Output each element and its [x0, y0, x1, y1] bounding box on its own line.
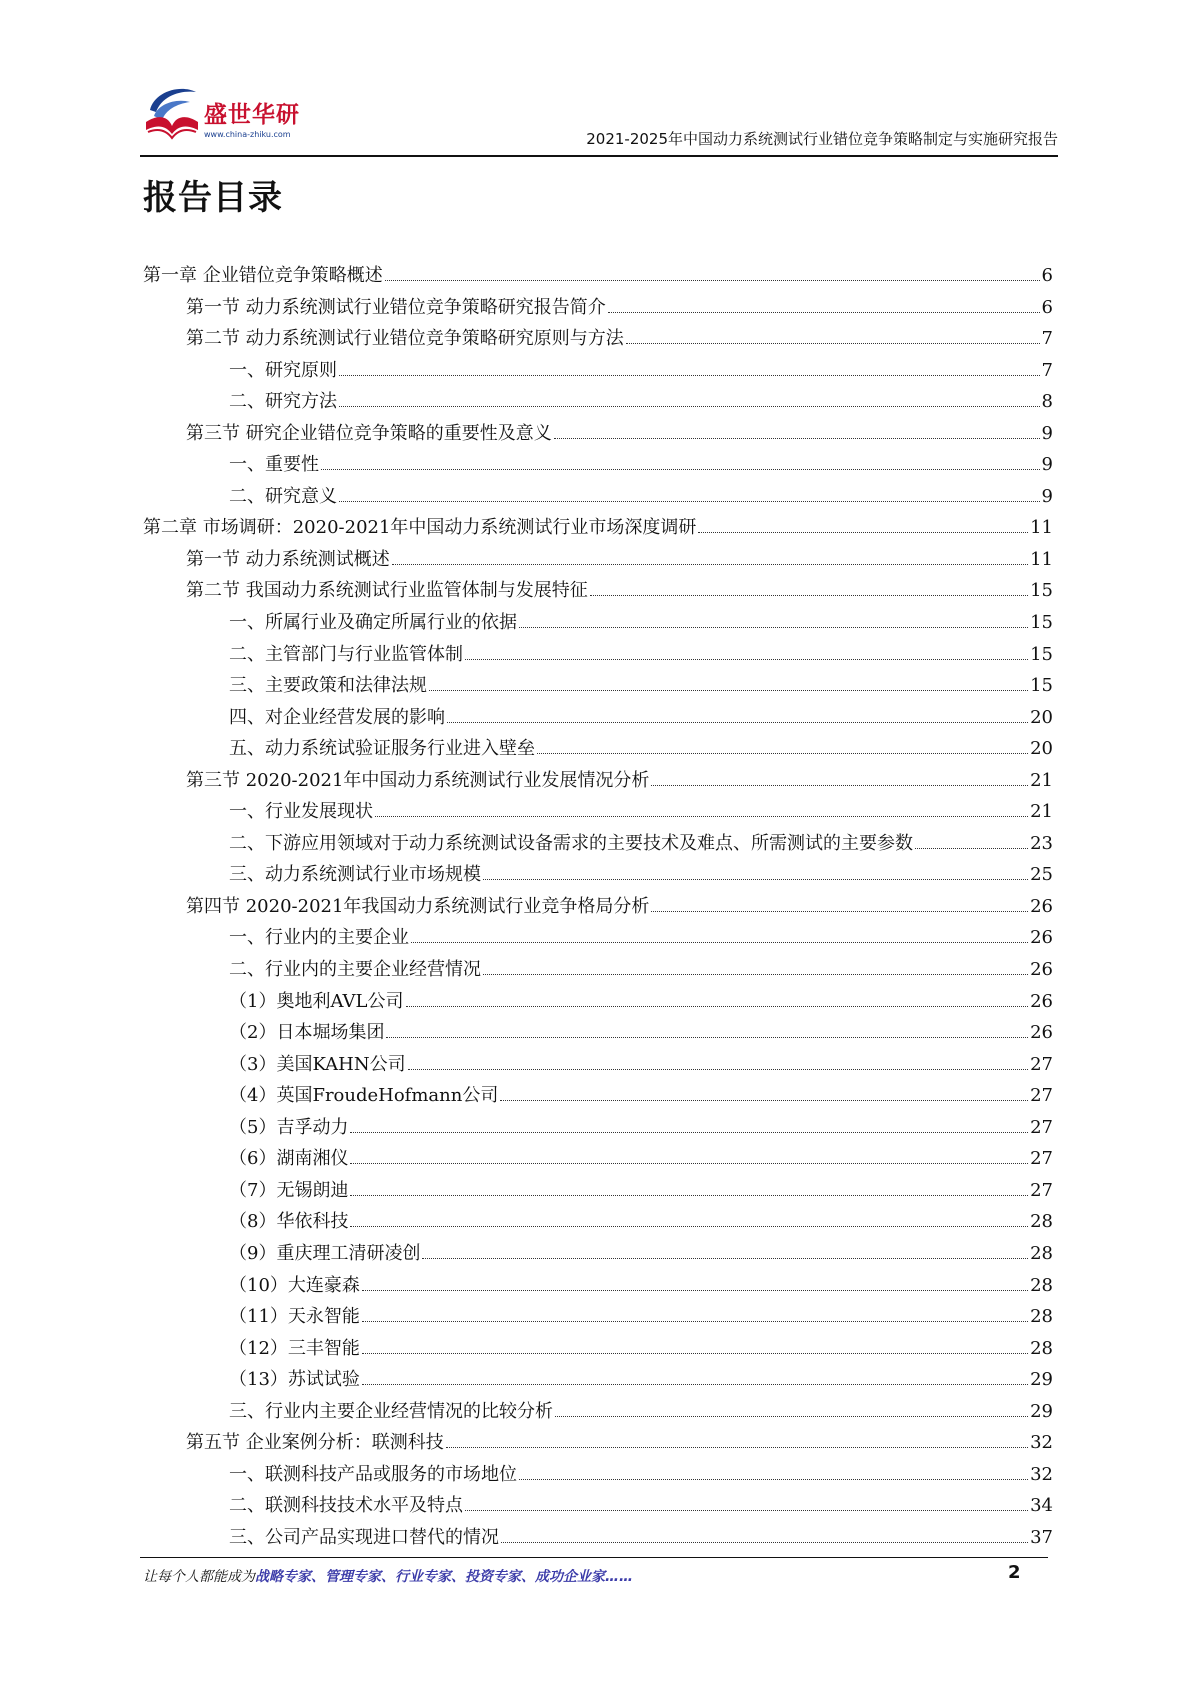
- toc-dot-leader: [362, 1384, 1028, 1385]
- toc-entry-title: （4）英国FroudeHofmann公司: [229, 1085, 499, 1107]
- toc-entry[interactable]: [143, 860, 1053, 892]
- toc-entry-title: （2）日本堀场集团: [229, 1022, 385, 1044]
- toc-entry-title: 二、研究方法: [229, 391, 337, 413]
- toc-entry-page: 28: [1030, 1274, 1053, 1296]
- toc-entry[interactable]: [143, 1144, 1053, 1176]
- toc-entry[interactable]: [143, 1113, 1053, 1145]
- toc-entry-page: 29: [1030, 1369, 1053, 1391]
- toc-dot-leader: [350, 1195, 1028, 1196]
- toc-entry[interactable]: [143, 1397, 1053, 1429]
- toc-entry[interactable]: [143, 923, 1053, 955]
- toc-dot-leader: [651, 785, 1028, 786]
- toc-entry-page: 27: [1030, 1085, 1053, 1107]
- toc-entry[interactable]: [143, 387, 1053, 419]
- toc-dot-leader: [350, 1132, 1028, 1133]
- toc-dot-leader: [350, 1226, 1028, 1227]
- toc-entry-page: 26: [1030, 927, 1053, 949]
- toc-dot-leader: [519, 627, 1028, 628]
- toc-dot-leader: [339, 501, 1040, 502]
- toc-entry-title: 第三节 2020-2021年中国动力系统测试行业发展情况分析: [186, 769, 650, 791]
- toc-entry-page: 9: [1041, 422, 1053, 444]
- toc-dot-leader: [339, 375, 1040, 376]
- toc-entry-title: 二、联测科技技术水平及特点: [229, 1495, 463, 1517]
- toc-entry-page: 23: [1030, 832, 1053, 854]
- toc-entry-page: 20: [1030, 706, 1053, 728]
- toc-entry[interactable]: [143, 1334, 1053, 1366]
- toc-entry-page: 6: [1041, 296, 1053, 318]
- toc-entry-title: 一、所属行业及确定所属行业的依据: [229, 612, 517, 634]
- toc-entry-title: （10）大连豪森: [229, 1274, 360, 1296]
- toc-dot-leader: [501, 1542, 1028, 1543]
- toc-entry-title: 一、联测科技产品或服务的市场地位: [229, 1463, 517, 1485]
- toc-entry-page: 6: [1041, 265, 1053, 286]
- toc-entry[interactable]: [143, 545, 1053, 577]
- toc-dot-leader: [375, 816, 1028, 817]
- toc-entry-page: 21: [1030, 801, 1053, 823]
- toc-dot-leader: [408, 1069, 1028, 1070]
- toc-entry[interactable]: [143, 1302, 1053, 1334]
- toc-entry-title: （1）奥地利AVL公司: [229, 990, 404, 1012]
- toc-entry-title: 三、主要政策和法律法规: [229, 675, 427, 697]
- toc-entry[interactable]: [143, 513, 1053, 545]
- toc-entry-page: 15: [1030, 612, 1053, 634]
- toc-dot-leader: [406, 1006, 1029, 1007]
- toc-entry[interactable]: [143, 703, 1053, 735]
- toc-entry[interactable]: [143, 261, 1053, 293]
- toc-entry-page: 29: [1030, 1400, 1053, 1422]
- toc-dot-leader: [483, 974, 1028, 975]
- toc-entry-page: 15: [1030, 643, 1053, 665]
- toc-entry-page: 28: [1030, 1306, 1053, 1328]
- toc-entry-title: 三、动力系统测试行业市场规模: [229, 864, 481, 886]
- toc-entry-title: 二、行业内的主要企业经营情况: [229, 959, 481, 981]
- toc-entry-title: 二、下游应用领域对于动力系统测试设备需求的主要技术及难点、所需测试的主要参数: [229, 832, 913, 854]
- toc-entry[interactable]: [143, 1523, 1053, 1555]
- toc-entry-title: 一、行业发展现状: [229, 801, 373, 823]
- toc-entry-title: 第二章 市场调研：2020-2021年中国动力系统测试行业市场深度调研: [143, 517, 697, 539]
- page-title: 报告目录: [143, 178, 283, 218]
- toc-entry[interactable]: [143, 419, 1053, 451]
- toc-dot-leader: [626, 343, 1040, 344]
- toc-entry-title: 第一节 动力系统测试行业错位竞争策略研究报告简介: [186, 296, 606, 318]
- toc-dot-leader: [483, 879, 1028, 880]
- company-logo: [140, 78, 310, 148]
- toc-entry[interactable]: [143, 1491, 1053, 1523]
- toc-entry[interactable]: [143, 892, 1053, 924]
- toc-entry-page: 15: [1030, 580, 1053, 602]
- toc-entry-page: 28: [1030, 1242, 1053, 1264]
- toc-entry[interactable]: [143, 1176, 1053, 1208]
- toc-dot-leader: [465, 659, 1028, 660]
- toc-entry[interactable]: [143, 671, 1053, 703]
- toc-dot-leader: [555, 1416, 1028, 1417]
- table-of-contents: [143, 261, 1053, 1554]
- toc-entry[interactable]: [143, 1207, 1053, 1239]
- toc-entry-page: 37: [1030, 1526, 1053, 1548]
- toc-entry[interactable]: [143, 356, 1053, 388]
- toc-entry-title: （8）华依科技: [229, 1211, 349, 1233]
- logo-url: www.china-zhiku.com: [204, 130, 291, 139]
- toc-dot-leader: [362, 1321, 1028, 1322]
- toc-entry-title: （13）苏试试验: [229, 1369, 360, 1391]
- toc-entry-page: 32: [1030, 1463, 1053, 1485]
- toc-entry-title: 一、行业内的主要企业: [229, 927, 409, 949]
- toc-dot-leader: [350, 1163, 1028, 1164]
- toc-entry-title: （3）美国KAHN公司: [229, 1053, 406, 1075]
- toc-entry[interactable]: [143, 1365, 1053, 1397]
- header-divider: [140, 155, 1058, 157]
- toc-entry-page: 28: [1030, 1211, 1053, 1233]
- toc-entry[interactable]: [143, 640, 1053, 672]
- toc-dot-leader: [411, 942, 1028, 943]
- toc-entry[interactable]: [143, 293, 1053, 325]
- toc-dot-leader: [465, 1510, 1028, 1511]
- toc-entry-title: 五、动力系统试验证服务行业进入壁垒: [229, 738, 535, 760]
- toc-entry[interactable]: [143, 766, 1053, 798]
- toc-entry-page: 27: [1030, 1148, 1053, 1170]
- toc-dot-leader: [915, 848, 1028, 849]
- toc-entry-page: 28: [1030, 1337, 1053, 1359]
- toc-dot-leader: [519, 1479, 1028, 1480]
- toc-entry-page: 7: [1041, 359, 1053, 381]
- toc-entry-title: （12）三丰智能: [229, 1337, 360, 1359]
- toc-entry-title: 第三节 研究企业错位竞争策略的重要性及意义: [186, 422, 552, 444]
- toc-dot-leader: [698, 532, 1028, 533]
- toc-entry-page: 25: [1030, 864, 1053, 886]
- toc-entry[interactable]: [143, 608, 1053, 640]
- page-header: [140, 78, 1058, 158]
- toc-entry-title: （5）吉孚动力: [229, 1116, 349, 1138]
- toc-dot-leader: [392, 564, 1028, 565]
- toc-entry-page: 11: [1030, 548, 1053, 570]
- toc-dot-leader: [446, 1447, 1028, 1448]
- toc-dot-leader: [339, 406, 1040, 407]
- toc-entry[interactable]: [143, 450, 1053, 482]
- toc-entry-page: 7: [1041, 328, 1053, 350]
- toc-entry-title: 第一节 动力系统测试概述: [186, 548, 390, 570]
- logo-name: 盛世华研: [204, 102, 300, 128]
- toc-entry-title: （7）无锡朗迪: [229, 1179, 349, 1201]
- toc-entry[interactable]: [143, 797, 1053, 829]
- toc-entry[interactable]: [143, 987, 1053, 1019]
- page-number: 2: [1008, 1562, 1021, 1583]
- toc-entry-page: 20: [1030, 738, 1053, 760]
- toc-dot-leader: [385, 280, 1040, 281]
- toc-entry-title: 第四节 2020-2021年我国动力系统测试行业竞争格局分析: [186, 895, 650, 917]
- toc-entry-page: 15: [1030, 675, 1053, 697]
- toc-entry[interactable]: [143, 1271, 1053, 1303]
- toc-entry-page: 34: [1030, 1495, 1053, 1517]
- toc-entry-page: 11: [1030, 517, 1053, 539]
- toc-dot-leader: [554, 438, 1040, 439]
- toc-dot-leader: [608, 312, 1040, 313]
- footer-divider: [140, 1557, 1048, 1558]
- toc-entry-title: 二、主管部门与行业监管体制: [229, 643, 463, 665]
- toc-entry-page: 21: [1030, 769, 1053, 791]
- toc-entry-page: 27: [1030, 1116, 1053, 1138]
- report-title: 2021-2025年中国动力系统测试行业错位竞争策略制定与实施研究报告: [586, 130, 1058, 148]
- toc-dot-leader: [386, 1037, 1028, 1038]
- toc-dot-leader: [362, 1353, 1028, 1354]
- toc-entry-page: 27: [1030, 1053, 1053, 1075]
- toc-entry-page: 26: [1030, 895, 1053, 917]
- toc-entry[interactable]: [143, 1460, 1053, 1492]
- toc-entry-page: 32: [1030, 1432, 1053, 1454]
- footer-slogan-prefix: 让每个人都能成为: [143, 1569, 255, 1585]
- toc-entry-title: 第五节 企业案例分析：联测科技: [186, 1432, 444, 1454]
- toc-entry[interactable]: [143, 482, 1053, 514]
- toc-entry-title: （6）湖南湘仪: [229, 1148, 349, 1170]
- toc-entry[interactable]: [143, 324, 1053, 356]
- toc-entry-page: 26: [1030, 959, 1053, 981]
- toc-dot-leader: [429, 690, 1028, 691]
- toc-entry-title: 三、公司产品实现进口替代的情况: [229, 1526, 499, 1548]
- toc-dot-leader: [362, 1290, 1028, 1291]
- toc-entry-title: 一、研究原则: [229, 359, 337, 381]
- toc-entry-title: 四、对企业经营发展的影响: [229, 706, 445, 728]
- toc-entry[interactable]: [143, 1239, 1053, 1271]
- footer-slogan-highlight: 战略专家、管理专家、行业专家、投资专家、成功企业家……: [255, 1569, 633, 1585]
- toc-dot-leader: [537, 753, 1028, 754]
- toc-entry[interactable]: [143, 734, 1053, 766]
- toc-entry-title: 一、重要性: [229, 454, 319, 476]
- toc-entry[interactable]: [143, 1081, 1053, 1113]
- toc-dot-leader: [321, 469, 1040, 470]
- toc-dot-leader: [447, 722, 1028, 723]
- toc-entry-title: 第二节 动力系统测试行业错位竞争策略研究原则与方法: [186, 328, 624, 350]
- toc-entry-page: 8: [1041, 391, 1053, 413]
- toc-entry-title: （9）重庆理工清研凌创: [229, 1242, 421, 1264]
- footer-slogan: [143, 1566, 633, 1586]
- toc-entry-page: 9: [1041, 485, 1053, 507]
- toc-entry[interactable]: [143, 955, 1053, 987]
- toc-entry[interactable]: [143, 829, 1053, 861]
- toc-dot-leader: [422, 1258, 1028, 1259]
- toc-entry-title: 第一章 企业错位竞争策略概述: [143, 265, 383, 286]
- toc-dot-leader: [590, 595, 1028, 596]
- toc-dot-leader: [651, 911, 1028, 912]
- toc-dot-leader: [500, 1100, 1028, 1101]
- toc-entry[interactable]: [143, 1018, 1053, 1050]
- toc-entry[interactable]: [143, 576, 1053, 608]
- toc-entry-page: 9: [1041, 454, 1053, 476]
- toc-entry-title: （11）天永智能: [229, 1306, 360, 1328]
- toc-entry-title: 第二节 我国动力系统测试行业监管体制与发展特征: [186, 580, 588, 602]
- toc-entry[interactable]: [143, 1428, 1053, 1460]
- toc-entry[interactable]: [143, 1050, 1053, 1082]
- toc-entry-page: 26: [1030, 990, 1053, 1012]
- toc-entry-title: 三、行业内主要企业经营情况的比较分析: [229, 1400, 553, 1422]
- toc-entry-page: 26: [1030, 1022, 1053, 1044]
- toc-entry-page: 27: [1030, 1179, 1053, 1201]
- book-globe-logo-icon: [140, 82, 204, 142]
- toc-entry-title: 二、研究意义: [229, 485, 337, 507]
